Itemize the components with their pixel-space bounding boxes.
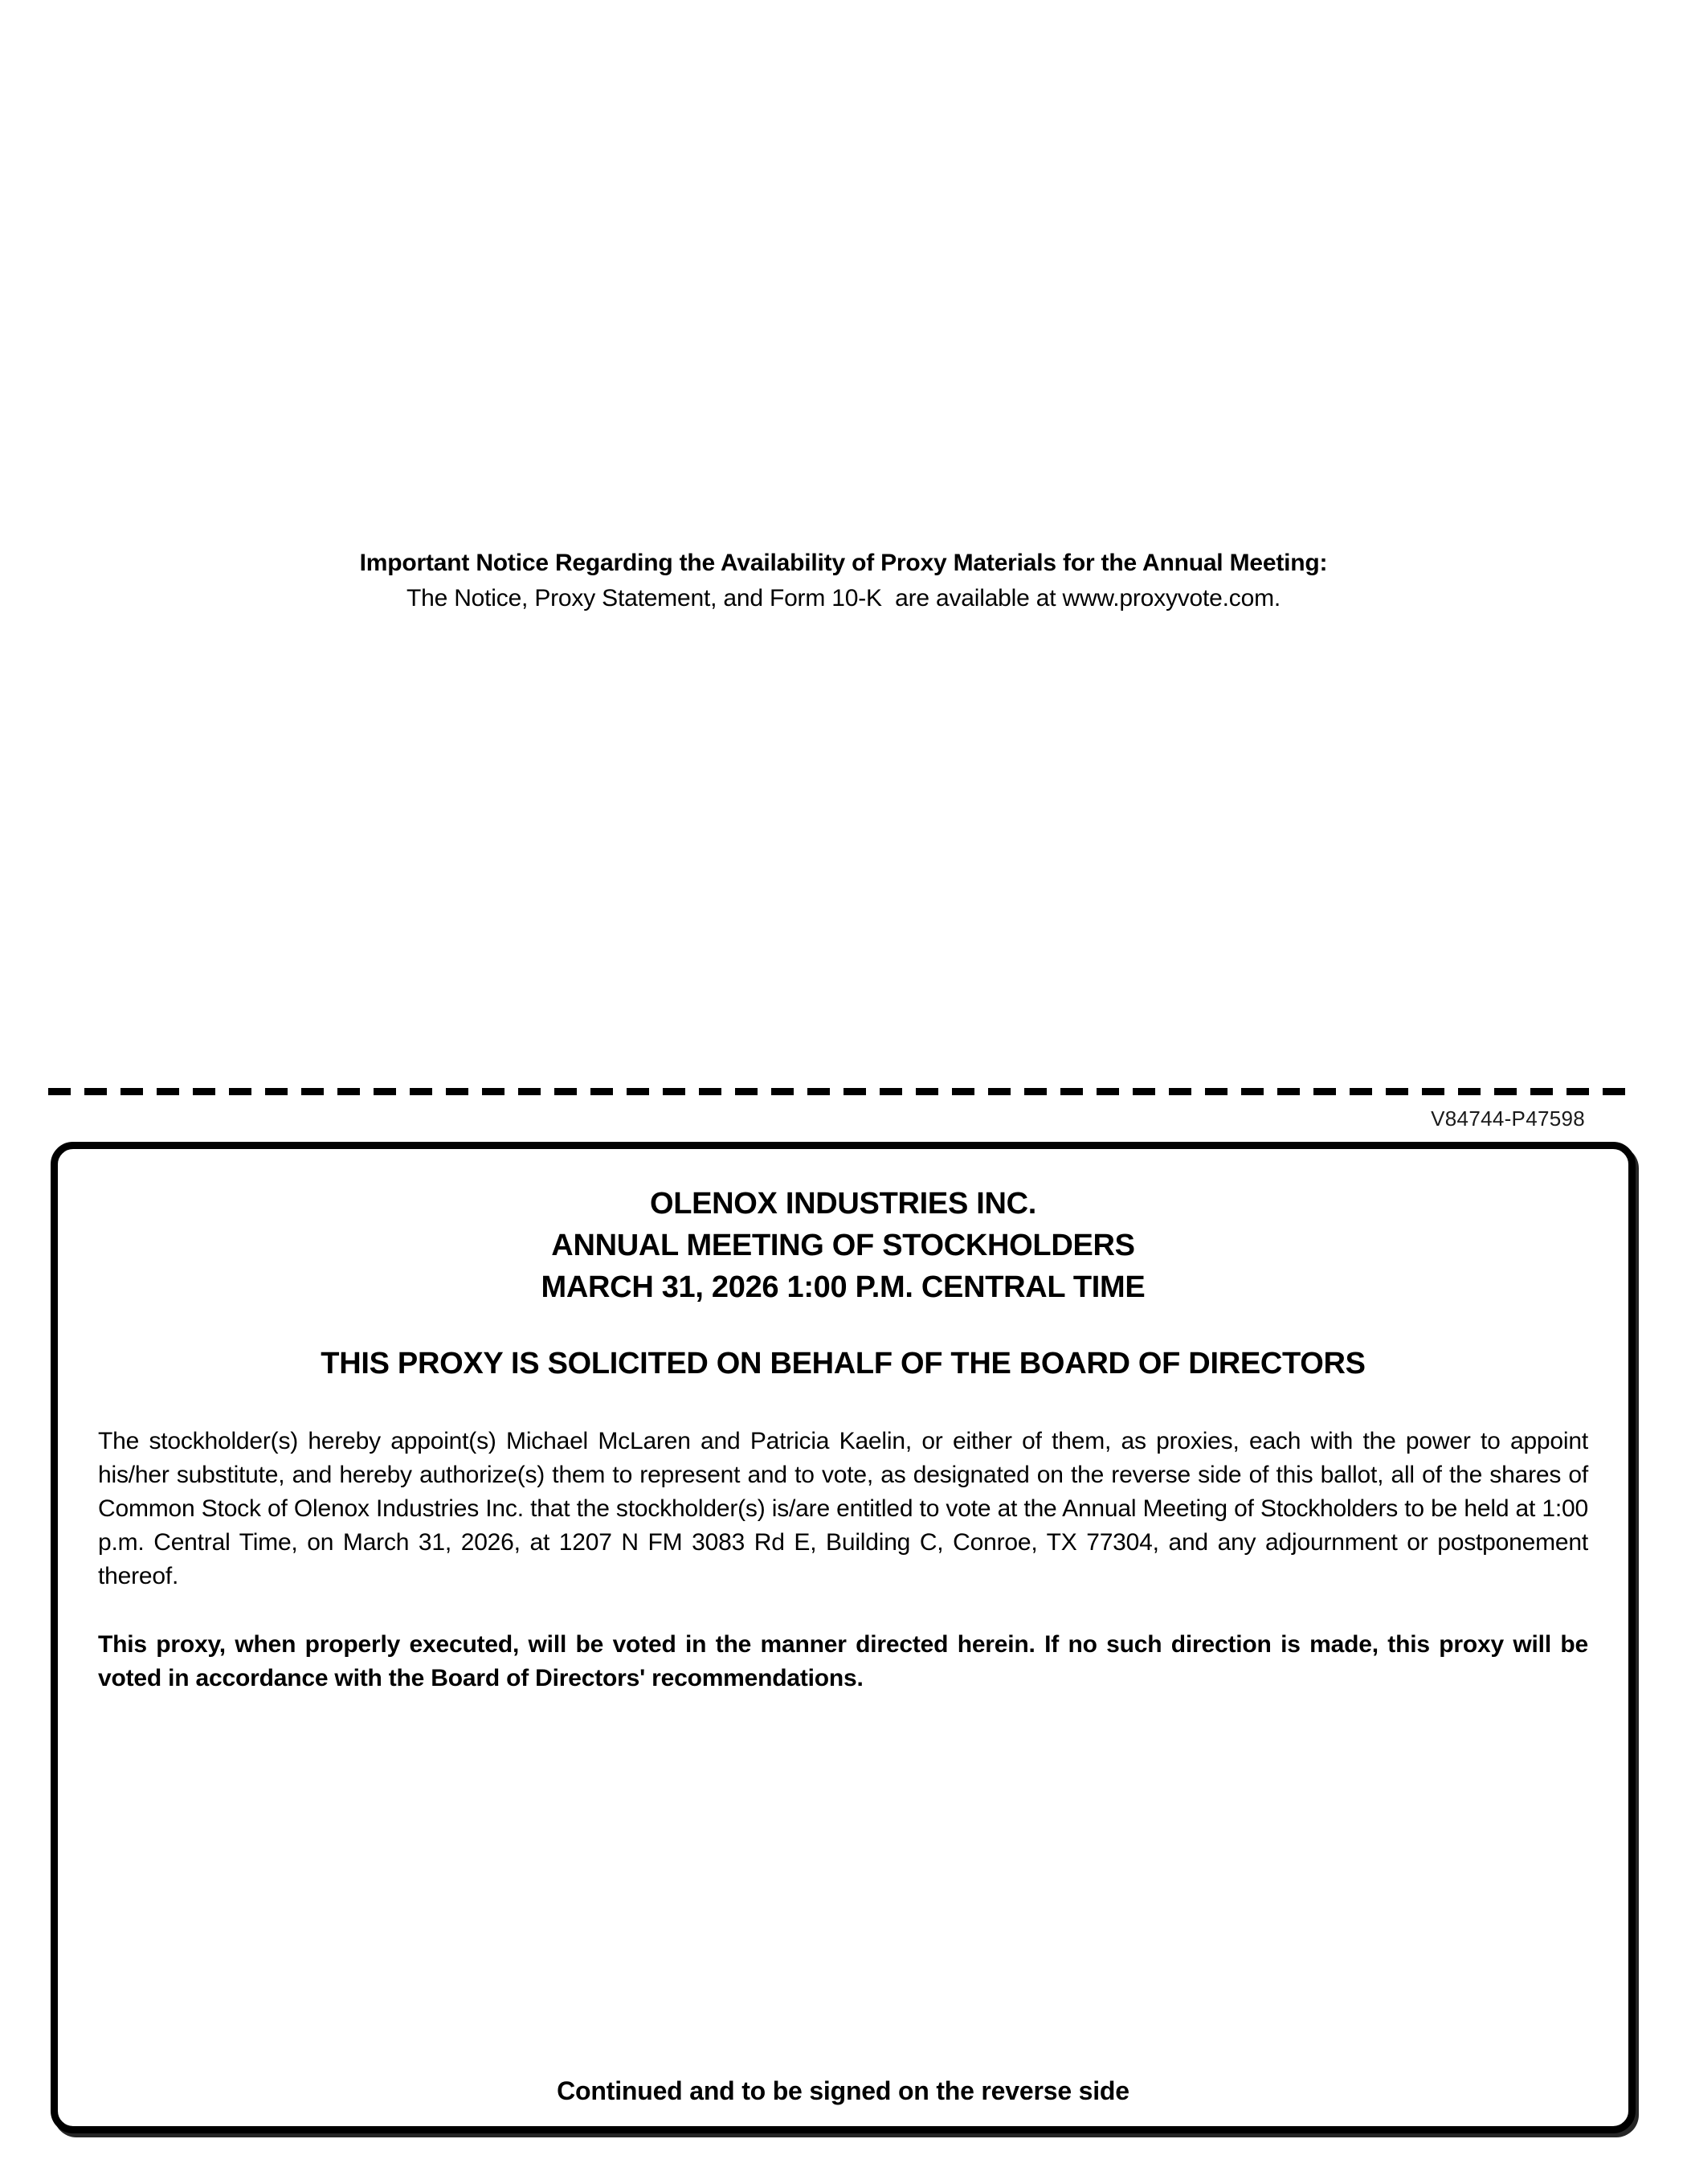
availability-notice-title: Important Notice Regarding the Availability of Proxy Materials for the Annual Meeting: (359, 550, 1328, 576)
card-title-block (98, 1183, 1588, 1308)
solicitation-heading: THIS PROXY IS SOLICITED ON BEHALF OF THE BOARD OF DIRECTORS (321, 1347, 1366, 1380)
appointment-paragraph: The stockholder(s) hereby appoint(s) Michael McLaren and Patricia Kaelin, or either of them, as proxies, each with the power to appoint his/her substitute, and hereby authorize(s) them to represent and to vote, as designated on the reverse side of this ballot, all of the shares of Common Stock of Olenox Industries Inc. that the stockholder(s) is/are entitled to vote at the Annual Meeting of Stockholders to be held at 1:00 p.m. Central Time, on March 31, 2026, at 1207 N FM 3083 Rd E, Building C, Conroe, TX 77304, and any adjournment or postponement thereof. (98, 1428, 1588, 1589)
availability-notice (0, 546, 1687, 616)
perforation-dashed-line (48, 1088, 1637, 1095)
continued-footer: Continued and to be signed on the reverse side (557, 2076, 1129, 2105)
meeting-datetime: MARCH 31, 2026 1:00 P.M. CENTRAL TIME (541, 1270, 1146, 1304)
direction-paragraph: This proxy, when properly executed, will be voted in the manner directed herein. If no such direction is made, this proxy will be voted in accordance with the Board of Directors' recommendations. (98, 1631, 1588, 1691)
proxy-card-box (51, 1142, 1636, 2133)
control-number: V84744-P47598 (1431, 1106, 1585, 1131)
availability-notice-subtitle: The Notice, Proxy Statement, and Form 10-K are available at www.proxyvote.com. (406, 585, 1281, 611)
company-name: OLENOX INDUSTRIES INC. (649, 1187, 1037, 1221)
meeting-title: ANNUAL MEETING OF STOCKHOLDERS (551, 1229, 1135, 1262)
